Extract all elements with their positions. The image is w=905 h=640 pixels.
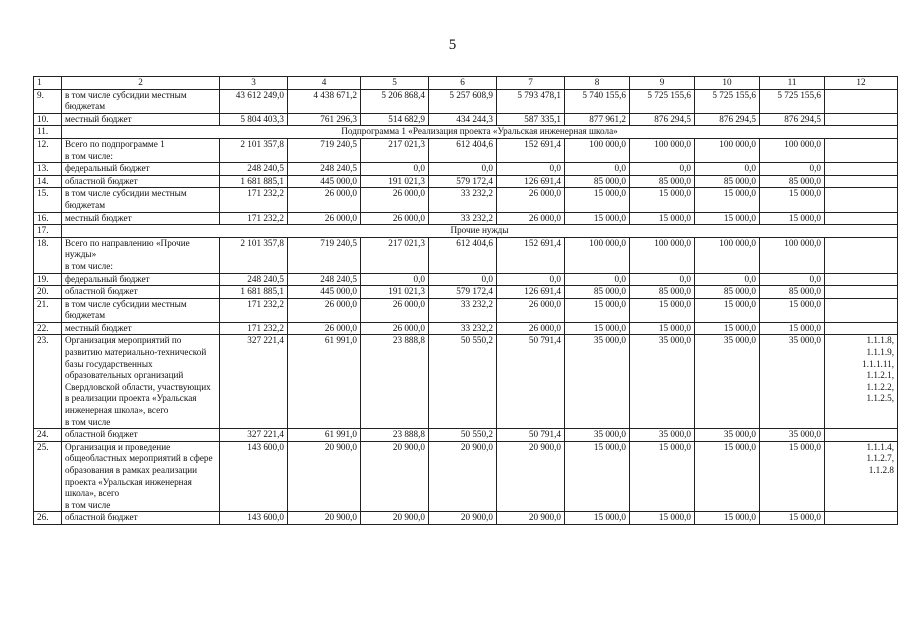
table-row: [34, 512, 898, 525]
value-cell: 445 000,0: [288, 286, 361, 299]
column-number-cell: 5: [361, 77, 429, 90]
value-cell: 579 172,4: [429, 175, 497, 188]
target-code: 1.1.2.2,: [866, 381, 894, 392]
target-codes-cell: [825, 175, 898, 188]
value-cell: 0,0: [695, 163, 760, 176]
value-cell: 35 000,0: [760, 335, 825, 429]
budget-table: [33, 76, 898, 525]
value-cell: 23 888,8: [361, 335, 429, 429]
value-cell: 15 000,0: [565, 322, 630, 335]
value-cell: 0,0: [361, 273, 429, 286]
value-cell: 100 000,0: [630, 138, 695, 162]
value-cell: 100 000,0: [760, 138, 825, 162]
column-number-cell: 4: [288, 77, 361, 90]
row-label: областной бюджет: [62, 512, 220, 525]
row-index: 24.: [34, 429, 62, 442]
row-index: 19.: [34, 273, 62, 286]
value-cell: 2 101 357,8: [220, 138, 288, 162]
row-index: 11.: [34, 126, 62, 139]
value-cell: 5 725 155,6: [760, 89, 825, 113]
value-cell: 191 021,3: [361, 286, 429, 299]
row-label: в том числе субсидии местным бюджетам: [62, 89, 220, 113]
value-cell: 33 232,2: [429, 188, 497, 212]
row-label: федеральный бюджет: [62, 273, 220, 286]
value-cell: 15 000,0: [630, 298, 695, 322]
value-cell: 761 296,3: [288, 113, 361, 126]
value-cell: 100 000,0: [695, 237, 760, 273]
value-cell: 85 000,0: [630, 175, 695, 188]
target-codes-cell: [825, 322, 898, 335]
value-cell: 50 791,4: [497, 335, 565, 429]
value-cell: 85 000,0: [760, 175, 825, 188]
target-codes-cell: [825, 512, 898, 525]
column-number-row: [34, 77, 898, 90]
table-row: [34, 225, 898, 238]
target-code: 1.1.1.8,: [866, 335, 894, 346]
table-row: [34, 212, 898, 225]
value-cell: 15 000,0: [565, 298, 630, 322]
target-code: 1.1.1.4,: [866, 441, 894, 452]
row-index: 20.: [34, 286, 62, 299]
value-cell: 23 888,8: [361, 429, 429, 442]
column-number-cell: 3: [220, 77, 288, 90]
value-cell: 15 000,0: [695, 298, 760, 322]
target-codes-cell: [825, 188, 898, 212]
target-codes-cell: [825, 237, 898, 273]
value-cell: 50 791,4: [497, 429, 565, 442]
value-cell: 0,0: [497, 163, 565, 176]
value-cell: 126 691,4: [497, 286, 565, 299]
value-cell: 33 232,2: [429, 322, 497, 335]
value-cell: 1 681 885,1: [220, 175, 288, 188]
row-label: в том числе субсидии местным бюджетам: [62, 298, 220, 322]
table-row: [34, 237, 898, 273]
value-cell: 612 404,6: [429, 237, 497, 273]
value-cell: 248 240,5: [220, 273, 288, 286]
value-cell: 15 000,0: [565, 212, 630, 225]
value-cell: 0,0: [429, 273, 497, 286]
value-cell: 327 221,4: [220, 429, 288, 442]
value-cell: 5 257 608,9: [429, 89, 497, 113]
value-cell: 5 740 155,6: [565, 89, 630, 113]
value-cell: 100 000,0: [695, 138, 760, 162]
value-cell: 20 900,0: [497, 512, 565, 525]
value-cell: 171 232,2: [220, 188, 288, 212]
target-codes-cell: [825, 212, 898, 225]
target-codes-cell: [825, 113, 898, 126]
value-cell: 15 000,0: [630, 512, 695, 525]
value-cell: 20 900,0: [361, 441, 429, 512]
value-cell: 20 900,0: [497, 441, 565, 512]
value-cell: 26 000,0: [288, 298, 361, 322]
column-number-cell: 2: [62, 77, 220, 90]
table-row: [34, 273, 898, 286]
value-cell: 85 000,0: [695, 286, 760, 299]
row-label: Всего по направлению «Прочие нужды» в том числе:: [62, 237, 220, 273]
row-index: 17.: [34, 225, 62, 238]
value-cell: 35 000,0: [630, 429, 695, 442]
target-code: 1.1.2.7,: [866, 453, 894, 464]
value-cell: 85 000,0: [565, 175, 630, 188]
value-cell: 26 000,0: [288, 188, 361, 212]
row-index: 14.: [34, 175, 62, 188]
row-label: областной бюджет: [62, 429, 220, 442]
column-number-cell: 8: [565, 77, 630, 90]
row-index: 22.: [34, 322, 62, 335]
row-index: 16.: [34, 212, 62, 225]
row-label: Организация и проведение общеобластных мероприятий в сфере образования в рамках реализации проекта «Уральская инженерная школа», всего в том числе: [62, 441, 220, 512]
value-cell: 0,0: [565, 273, 630, 286]
value-cell: 26 000,0: [361, 188, 429, 212]
value-cell: 26 000,0: [497, 322, 565, 335]
target-codes-cell: [825, 89, 898, 113]
row-index: 18.: [34, 237, 62, 273]
column-number-cell: 11: [760, 77, 825, 90]
row-label: местный бюджет: [62, 322, 220, 335]
value-cell: 0,0: [630, 273, 695, 286]
row-index: 13.: [34, 163, 62, 176]
value-cell: 5 725 155,6: [630, 89, 695, 113]
value-cell: 85 000,0: [630, 286, 695, 299]
value-cell: 877 961,2: [565, 113, 630, 126]
column-number-cell: 10: [695, 77, 760, 90]
row-label: местный бюджет: [62, 212, 220, 225]
value-cell: 20 900,0: [288, 512, 361, 525]
value-cell: 26 000,0: [497, 298, 565, 322]
value-cell: 50 550,2: [429, 335, 497, 429]
value-cell: 35 000,0: [565, 335, 630, 429]
table-row: [34, 322, 898, 335]
column-number-cell: 1: [34, 77, 62, 90]
value-cell: 33 232,2: [429, 212, 497, 225]
value-cell: 579 172,4: [429, 286, 497, 299]
value-cell: 0,0: [760, 273, 825, 286]
value-cell: 15 000,0: [760, 212, 825, 225]
value-cell: 0,0: [760, 163, 825, 176]
column-number-cell: 12: [825, 77, 898, 90]
row-index: 23.: [34, 335, 62, 429]
value-cell: 434 244,3: [429, 113, 497, 126]
value-cell: 35 000,0: [695, 429, 760, 442]
value-cell: 0,0: [429, 163, 497, 176]
value-cell: 5 725 155,6: [695, 89, 760, 113]
value-cell: 100 000,0: [565, 138, 630, 162]
value-cell: 26 000,0: [361, 298, 429, 322]
value-cell: 15 000,0: [760, 512, 825, 525]
value-cell: 20 900,0: [429, 441, 497, 512]
value-cell: 20 900,0: [361, 512, 429, 525]
value-cell: 35 000,0: [565, 429, 630, 442]
value-cell: 152 691,4: [497, 138, 565, 162]
value-cell: 15 000,0: [760, 441, 825, 512]
value-cell: 171 232,2: [220, 298, 288, 322]
section-heading: Подпрограмма 1 «Реализация проекта «Уральская инженерная школа»: [62, 126, 898, 139]
value-cell: 85 000,0: [695, 175, 760, 188]
value-cell: 143 600,0: [220, 441, 288, 512]
value-cell: 587 335,1: [497, 113, 565, 126]
column-number-cell: 6: [429, 77, 497, 90]
table-row: [34, 126, 898, 139]
target-codes-cell: [825, 298, 898, 322]
table-row: [34, 429, 898, 442]
value-cell: 5 793 478,1: [497, 89, 565, 113]
target-code: 1.1.2.1,: [866, 370, 894, 381]
value-cell: 100 000,0: [630, 237, 695, 273]
row-label: Организация мероприятий по развитию материально-технической базы государственных образовательных организаций Свердловской области, участвующих в реализации проекта «Уральская инженерная школа», всего в том числе: [62, 335, 220, 429]
value-cell: 876 294,5: [695, 113, 760, 126]
value-cell: 15 000,0: [695, 512, 760, 525]
value-cell: 5 804 403,3: [220, 113, 288, 126]
value-cell: 15 000,0: [630, 441, 695, 512]
row-label: в том числе субсидии местным бюджетам: [62, 188, 220, 212]
value-cell: 4 438 671,2: [288, 89, 361, 113]
value-cell: 20 900,0: [288, 441, 361, 512]
section-heading: Прочие нужды: [62, 225, 898, 238]
page-number: 5: [448, 37, 457, 53]
value-cell: 15 000,0: [695, 322, 760, 335]
value-cell: 0,0: [497, 273, 565, 286]
value-cell: 248 240,5: [288, 163, 361, 176]
value-cell: 85 000,0: [760, 286, 825, 299]
value-cell: 1 681 885,1: [220, 286, 288, 299]
value-cell: 61 991,0: [288, 335, 361, 429]
value-cell: 26 000,0: [361, 212, 429, 225]
value-cell: 15 000,0: [630, 212, 695, 225]
target-codes-cell: [825, 138, 898, 162]
column-number-cell: 9: [630, 77, 695, 90]
value-cell: 248 240,5: [288, 273, 361, 286]
target-codes-cell: [825, 429, 898, 442]
row-label: местный бюджет: [62, 113, 220, 126]
row-label: федеральный бюджет: [62, 163, 220, 176]
value-cell: 876 294,5: [630, 113, 695, 126]
value-cell: 152 691,4: [497, 237, 565, 273]
value-cell: 719 240,5: [288, 237, 361, 273]
value-cell: 327 221,4: [220, 335, 288, 429]
value-cell: 26 000,0: [288, 212, 361, 225]
table-row: [34, 138, 898, 162]
table-row: [34, 89, 898, 113]
value-cell: 100 000,0: [760, 237, 825, 273]
value-cell: 126 691,4: [497, 175, 565, 188]
table-row: [34, 441, 898, 512]
value-cell: 612 404,6: [429, 138, 497, 162]
row-index: 25.: [34, 441, 62, 512]
value-cell: 15 000,0: [695, 441, 760, 512]
value-cell: 43 612 249,0: [220, 89, 288, 113]
value-cell: 0,0: [695, 273, 760, 286]
value-cell: 171 232,2: [220, 322, 288, 335]
value-cell: 445 000,0: [288, 175, 361, 188]
target-codes-cell: [825, 441, 898, 512]
table-row: [34, 286, 898, 299]
row-index: 10.: [34, 113, 62, 126]
table-row: [34, 163, 898, 176]
value-cell: 15 000,0: [630, 322, 695, 335]
target-code: 1.1.2.8: [868, 465, 894, 475]
value-cell: 0,0: [565, 163, 630, 176]
value-cell: 26 000,0: [361, 322, 429, 335]
row-index: 15.: [34, 188, 62, 212]
value-cell: 514 682,9: [361, 113, 429, 126]
value-cell: 33 232,2: [429, 298, 497, 322]
row-label: областной бюджет: [62, 286, 220, 299]
value-cell: 15 000,0: [695, 188, 760, 212]
value-cell: 143 600,0: [220, 512, 288, 525]
value-cell: 100 000,0: [565, 237, 630, 273]
value-cell: 20 900,0: [429, 512, 497, 525]
row-index: 9.: [34, 89, 62, 113]
value-cell: 35 000,0: [760, 429, 825, 442]
target-codes-cell: [825, 335, 898, 429]
table-row: [34, 188, 898, 212]
target-codes-cell: [825, 286, 898, 299]
value-cell: 248 240,5: [220, 163, 288, 176]
table-row: [34, 335, 898, 429]
value-cell: 15 000,0: [695, 212, 760, 225]
value-cell: 217 021,3: [361, 138, 429, 162]
table-row: [34, 298, 898, 322]
column-number-cell: 7: [497, 77, 565, 90]
row-index: 26.: [34, 512, 62, 525]
value-cell: 15 000,0: [565, 441, 630, 512]
row-label: Всего по подпрограмме 1 в том числе:: [62, 138, 220, 162]
value-cell: 15 000,0: [760, 188, 825, 212]
value-cell: 719 240,5: [288, 138, 361, 162]
value-cell: 26 000,0: [497, 188, 565, 212]
value-cell: 191 021,3: [361, 175, 429, 188]
value-cell: 85 000,0: [565, 286, 630, 299]
row-index: 21.: [34, 298, 62, 322]
target-code: 1.1.1.11,: [862, 358, 894, 369]
value-cell: 15 000,0: [565, 512, 630, 525]
value-cell: 0,0: [361, 163, 429, 176]
value-cell: 0,0: [630, 163, 695, 176]
value-cell: 15 000,0: [630, 188, 695, 212]
row-label: областной бюджет: [62, 175, 220, 188]
value-cell: 26 000,0: [288, 322, 361, 335]
value-cell: 217 021,3: [361, 237, 429, 273]
value-cell: 876 294,5: [760, 113, 825, 126]
value-cell: 35 000,0: [630, 335, 695, 429]
value-cell: 5 206 868,4: [361, 89, 429, 113]
target-codes-cell: [825, 163, 898, 176]
value-cell: 26 000,0: [497, 212, 565, 225]
table-row: [34, 113, 898, 126]
table-row: [34, 175, 898, 188]
target-code: 1.1.1.9,: [866, 347, 894, 358]
target-codes-cell: [825, 273, 898, 286]
value-cell: 35 000,0: [695, 335, 760, 429]
value-cell: 50 550,2: [429, 429, 497, 442]
value-cell: 15 000,0: [760, 298, 825, 322]
value-cell: 2 101 357,8: [220, 237, 288, 273]
value-cell: 61 991,0: [288, 429, 361, 442]
value-cell: 15 000,0: [565, 188, 630, 212]
value-cell: 171 232,2: [220, 212, 288, 225]
value-cell: 15 000,0: [760, 322, 825, 335]
table-body: [34, 89, 898, 524]
row-index: 12.: [34, 138, 62, 162]
target-code: 1.1.2.5,: [866, 393, 894, 404]
